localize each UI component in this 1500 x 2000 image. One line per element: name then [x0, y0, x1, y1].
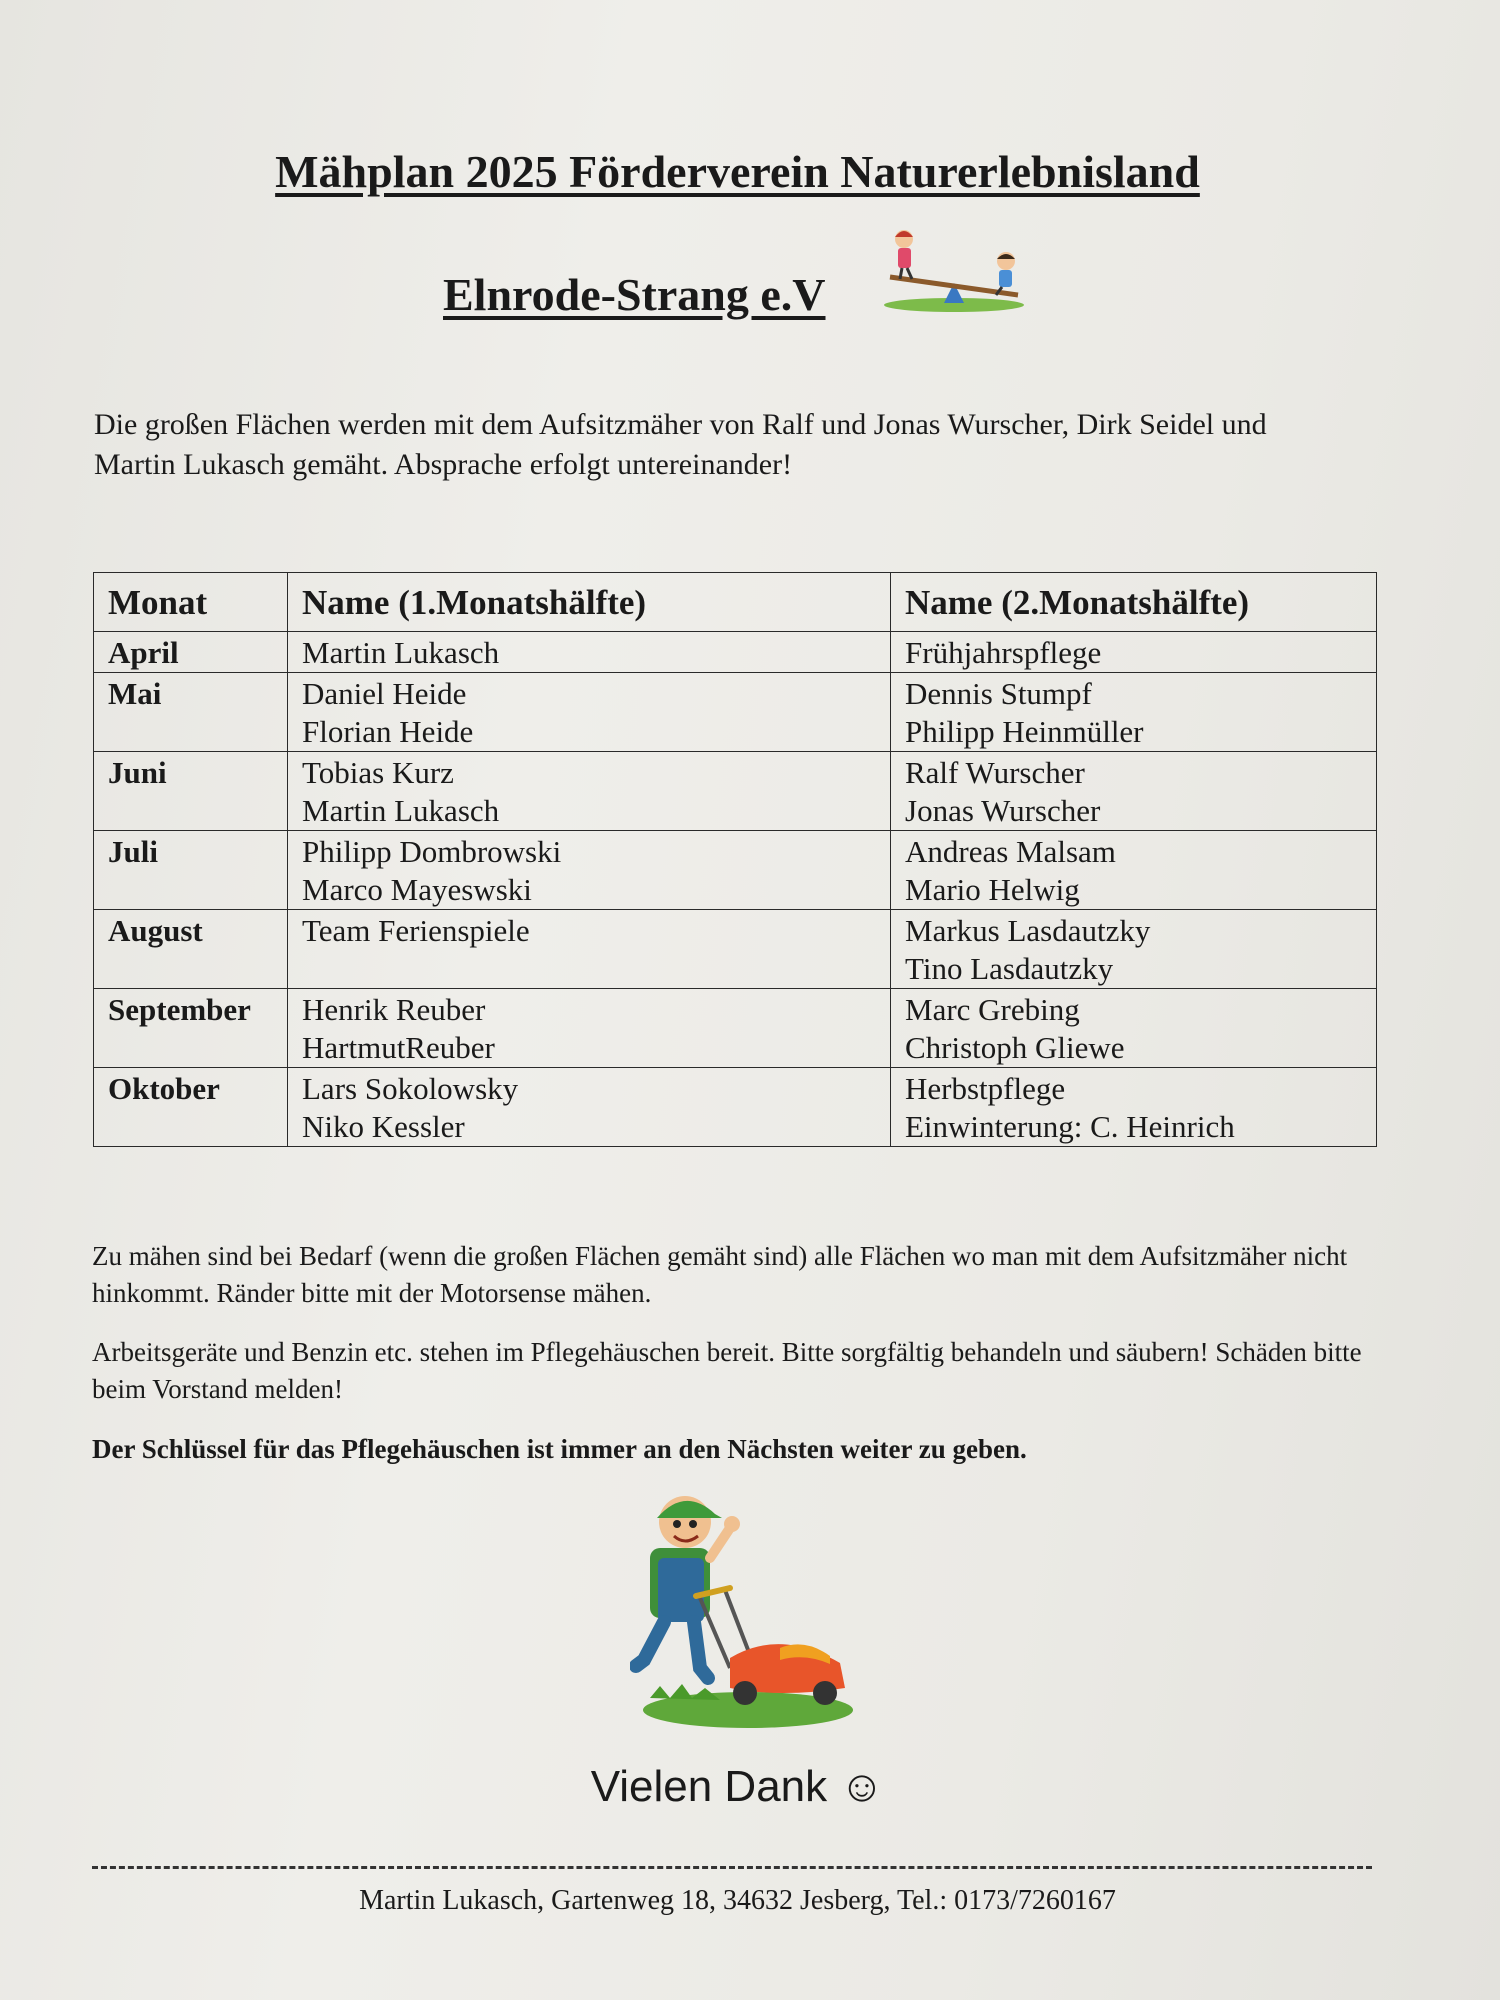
first-half-cell: Daniel Heide Florian Heide	[288, 673, 891, 752]
table-row	[94, 910, 1377, 989]
header-month: Monat	[94, 573, 288, 632]
mowing-schedule-table	[93, 572, 1377, 1147]
month-cell: September	[94, 989, 288, 1068]
thanks-text: Vielen Dank ☺	[590, 1762, 885, 1811]
first-half-cell: Team Ferienspiele	[288, 910, 891, 989]
month-cell: Juni	[94, 752, 288, 831]
table-row	[94, 752, 1377, 831]
table-row	[94, 673, 1377, 752]
month-cell: April	[94, 632, 288, 673]
second-half-cell: Andreas Malsam Mario Helwig	[891, 831, 1377, 910]
second-half-cell: Frühjahrspflege	[891, 632, 1377, 673]
table-header-row	[94, 573, 1377, 632]
first-half-cell: Martin Lukasch	[288, 632, 891, 673]
document-subtitle: Elnrode-Strang e.V	[443, 269, 826, 320]
footer-divider	[92, 1866, 1372, 1869]
first-half-cell: Philipp Dombrowski Marco Mayeswski	[288, 831, 891, 910]
table-row	[94, 989, 1377, 1068]
month-cell: August	[94, 910, 288, 989]
second-half-cell: Marc Grebing Christoph Gliewe	[891, 989, 1377, 1068]
header-first-half: Name (1.Monatshälfte)	[288, 573, 891, 632]
lawn-mower-man-icon	[630, 1488, 860, 1738]
second-half-cell: Markus Lasdautzky Tino Lasdautzky	[891, 910, 1377, 989]
second-half-cell: Dennis Stumpf Philipp Heinmüller	[891, 673, 1377, 752]
equipment-note: Arbeitsgeräte und Benzin etc. stehen im Pflegehäuschen bereit. Bitte sorgfältig behandeln und säubern! Schäden bitte beim Vorstand melden!	[92, 1337, 1362, 1404]
table-row	[94, 1068, 1377, 1147]
table-body	[94, 632, 1377, 1147]
second-half-cell: Herbstpflege Einwinterung: C. Heinrich	[891, 1068, 1377, 1147]
first-half-cell: Lars Sokolowsky Niko Kessler	[288, 1068, 891, 1147]
table-row	[94, 831, 1377, 910]
intro-text: Die großen Flächen werden mit dem Aufsitzmäher von Ralf und Jonas Wurscher, Dirk Seidel und Martin Lukasch gemäht. Absprache erfolgt untereinander!	[94, 408, 1267, 481]
footer-contact: Martin Lukasch, Gartenweg 18, 34632 Jesberg, Tel.: 0173/7260167	[359, 1885, 1116, 1916]
document-title: Mähplan 2025 Förderverein Naturerlebnisland	[275, 146, 1200, 197]
header-second-half: Name (2.Monatshälfte)	[891, 573, 1377, 632]
first-half-cell: Henrik Reuber HartmutReuber	[288, 989, 891, 1068]
month-cell: Mai	[94, 673, 288, 752]
month-cell: Oktober	[94, 1068, 288, 1147]
mowing-note: Zu mähen sind bei Bedarf (wenn die großen Flächen gemäht sind) alle Flächen wo man mit dem Aufsitzmäher nicht hinkommt. Ränder bitte mit der Motorsense mähen.	[92, 1241, 1348, 1308]
seesaw-children-icon	[876, 225, 1032, 315]
month-cell: Juli	[94, 831, 288, 910]
second-half-cell: Ralf Wurscher Jonas Wurscher	[891, 752, 1377, 831]
first-half-cell: Tobias Kurz Martin Lukasch	[288, 752, 891, 831]
key-note: Der Schlüssel für das Pflegehäuschen ist immer an den Nächsten weiter zu geben.	[92, 1434, 1027, 1464]
table-row	[94, 632, 1377, 673]
